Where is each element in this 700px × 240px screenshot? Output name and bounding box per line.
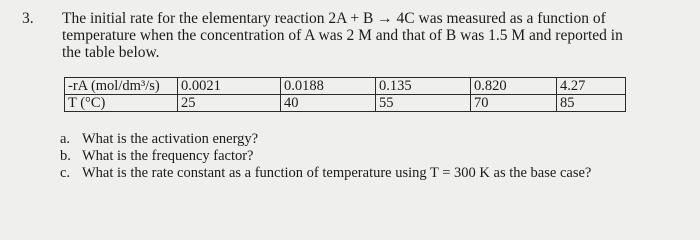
stem-line: the table below.	[62, 44, 160, 61]
subquestion-text: What is the frequency factor?	[82, 148, 254, 164]
table-cell: 4.27	[557, 78, 626, 95]
table-cell: 40	[281, 95, 376, 112]
subquestion-text: What is the activation energy?	[82, 131, 259, 147]
subquestion-letter: c.	[60, 165, 71, 181]
table-row	[65, 95, 626, 112]
subquestion-a	[60, 131, 591, 148]
table-cell: 0.0188	[281, 78, 376, 95]
table-cell: 0.0021	[178, 78, 281, 95]
question-number: 3.	[22, 10, 34, 27]
table-cell: 85	[557, 95, 626, 112]
row-label-rate: -rA (mol/dm³/s)	[65, 78, 178, 95]
stem-line: The initial rate for the elementary reaction 2A + B → 4C was measured as a function of	[62, 10, 606, 27]
table-row	[65, 78, 626, 95]
rate-temperature-table	[64, 77, 626, 112]
question-stem	[62, 10, 682, 61]
table-cell: 55	[376, 95, 471, 112]
row-label-temperature: T (°C)	[65, 95, 178, 112]
table-cell: 0.135	[376, 78, 471, 95]
subquestion-letter: a.	[60, 131, 71, 147]
subquestion-text: What is the rate constant as a function of temperature using T = 300 K as the base case?	[82, 165, 592, 181]
subquestion-c	[60, 165, 591, 182]
subquestion-b	[60, 148, 591, 165]
table-cell: 70	[471, 95, 557, 112]
table-cell: 25	[178, 95, 281, 112]
subquestions-list	[60, 131, 591, 182]
stem-line: temperature when the concentration of A was 2 M and that of B was 1.5 M and reported in	[62, 27, 623, 44]
subquestion-letter: b.	[60, 148, 71, 164]
table-cell: 0.820	[471, 78, 557, 95]
